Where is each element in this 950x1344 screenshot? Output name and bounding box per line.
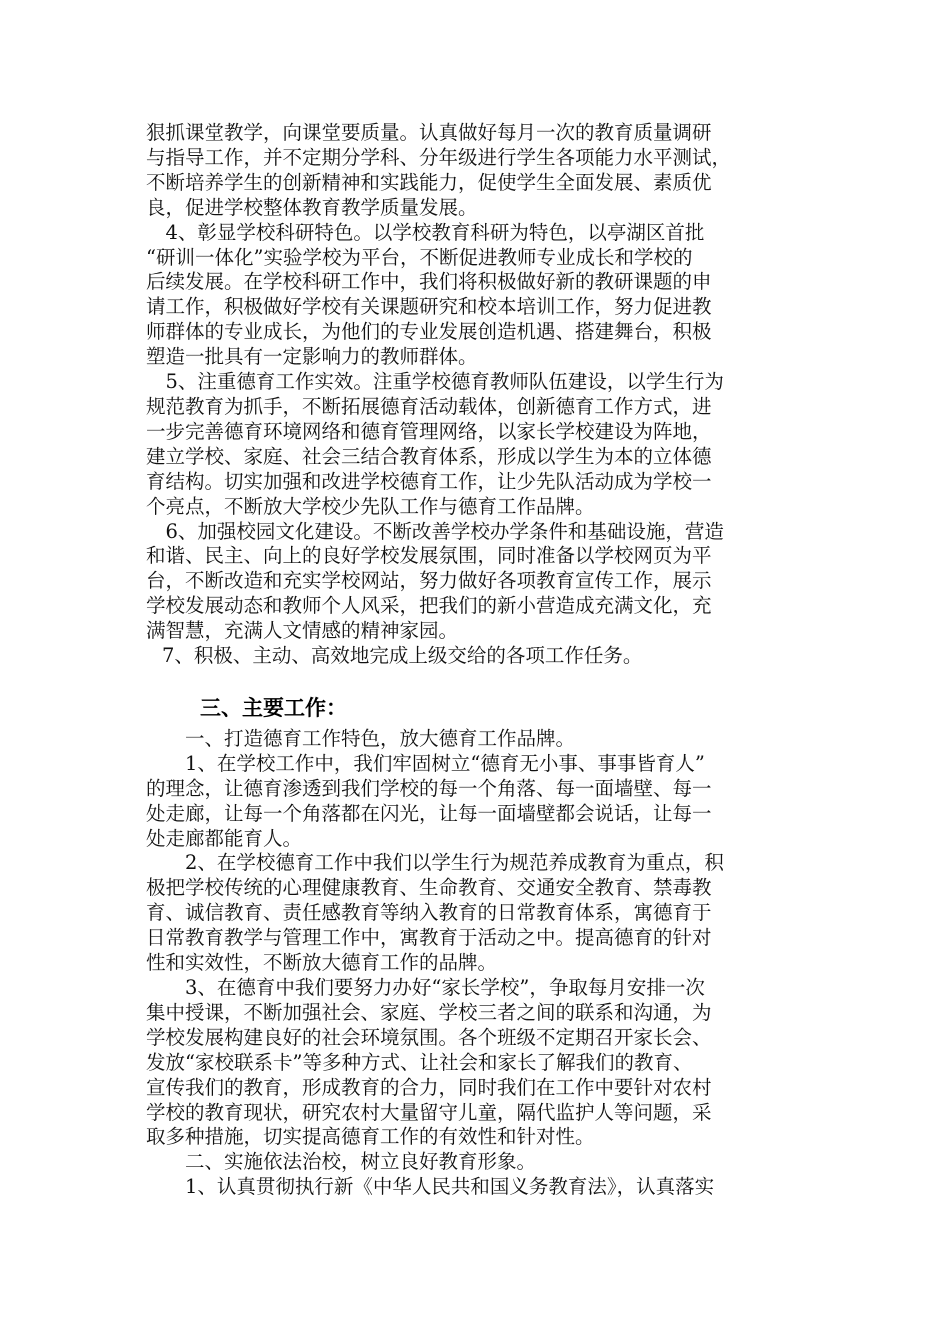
text-line: 6、加强校园文化建设。不断改善学校办学条件和基础设施，营造 — [146, 519, 724, 543]
text-line: 二、实施依法治校，树立良好教育形象。 — [146, 1150, 537, 1174]
text-line: 满智慧，充满人文情感的精神家园。 — [146, 619, 459, 643]
document-body — [146, 121, 811, 1200]
text-line: 狠抓课堂教学，向课堂要质量。认真做好每月一次的教育质量调研 — [146, 121, 712, 144]
text-line: 育、诚信教育、责任感教育等纳入教育的日常教育体系，寓德育于 — [146, 901, 712, 925]
text-line: 日常教育教学与管理工作中，寓教育于活动之中。提高德育的针对 — [146, 926, 712, 950]
text-line: 3、在德育中我们要努力办好“家长学校”，争取每月安排一次 — [146, 976, 705, 999]
text-line: 后续发展。在学校科研工作中，我们将积极做好新的教研课题的申 — [146, 270, 712, 294]
text-line: 5、注重德育工作实效。注重学校德育教师队伍建设，以学生行为 — [146, 370, 724, 394]
text-line: 塑造一批具有一定影响力的教师群体。 — [146, 345, 478, 369]
text-line: 良，促进学校整体教育教学质量发展。 — [146, 195, 478, 219]
part-1-item-3-paragraph — [146, 976, 811, 1150]
text-line: 育结构。切实加强和改进学校德育工作，让少先队活动成为学校一 — [146, 469, 712, 493]
item-4-paragraph — [146, 221, 811, 370]
text-line: 一步完善德育环境网络和德育管理网络，以家长学校建设为阵地， — [146, 419, 712, 443]
text-line: 请工作，积极做好学校有关课题研究和校本培训工作，努力促进教 — [146, 295, 712, 319]
item-7-paragraph: 7、积极、主动、高效地完成上级交给的各项工作任务。 — [162, 644, 643, 668]
text-line: 师群体的专业成长，为他们的专业发展创造机遇、搭建舞台，积极 — [146, 320, 712, 344]
text-line: 个亮点，不断放大学校少先队工作与德育工作品牌。 — [146, 494, 595, 518]
item-5-paragraph — [146, 370, 811, 519]
text-line: 取多种措施，切实提高德育工作的有效性和针对性。 — [146, 1125, 595, 1149]
text-line: 不断培养学生的创新精神和实践能力，促使学生全面发展、素质优 — [146, 170, 712, 194]
text-line: 发放“家校联系卡”等多种方式、让社会和家长了解我们的教育、 — [146, 1050, 693, 1074]
part-1-item-2-paragraph — [146, 851, 811, 976]
text-line: 与指导工作，并不定期分学科、分年级进行学生各项能力水平测试， — [146, 145, 732, 169]
text-line: 一、打造德育工作特色，放大德育工作品牌。 — [146, 726, 576, 750]
text-line: 学校发展动态和教师个人风采，把我们的新小营造成充满文化，充 — [146, 594, 712, 618]
continuation-paragraph — [146, 121, 811, 221]
part-1-item-1-paragraph — [146, 752, 811, 852]
text-line: 1、在学校工作中，我们牢固树立“德育无小事、事事皆育人” — [146, 751, 705, 775]
section-heading: 三、主要工作： — [200, 695, 347, 720]
text-line: 台，不断改造和充实学校网站，努力做好各项教育宣传工作，展示 — [146, 569, 712, 593]
text-line: 处走廊都能育人。 — [146, 826, 303, 850]
text-line: 处走廊，让每一个角落都在闪光，让每一面墙壁都会说话，让每一 — [146, 801, 712, 825]
text-line: 宣传我们的教育，形成教育的合力，同时我们在工作中要针对农村 — [146, 1075, 712, 1099]
part-2-item-1-paragraph — [146, 1175, 811, 1200]
part-2-title — [146, 1150, 811, 1175]
text-line: 规范教育为抓手，不断拓展德育活动载体，创新德育工作方式，进 — [146, 394, 712, 418]
text-line: 的理念，让德育渗透到我们学校的每一个角落、每一面墙壁、每一 — [146, 776, 712, 800]
text-line: 性和实效性，不断放大德育工作的品牌。 — [146, 951, 498, 975]
text-line: 1、认真贯彻执行新《中华人民共和国义务教育法》，认真落实 — [146, 1175, 715, 1199]
item-6-paragraph — [146, 520, 811, 645]
text-line: “研训一体化”实验学校为平台，不断促进教师专业成长和学校的 — [146, 245, 693, 269]
text-line: 学校的教育现状，研究农村大量留守儿童，隔代监护人等问题，采 — [146, 1100, 712, 1124]
text-line: 和谐、民主、向上的良好学校发展氛围，同时准备以学校网页为平 — [146, 544, 712, 568]
text-line: 学校发展构建良好的社会环境氛围。各个班级不定期召开家长会、 — [146, 1025, 712, 1049]
text-line: 建立学校、家庭、社会三结合教育体系，形成以学生为本的立体德 — [146, 444, 712, 468]
text-line: 4、彰显学校科研特色。以学校教育科研为特色，以亭湖区首批 — [146, 220, 705, 244]
text-line: 2、在学校德育工作中我们以学生行为规范养成教育为重点，积 — [146, 851, 724, 875]
text-line: 极把学校传统的心理健康教育、生命教育、交通安全教育、禁毒教 — [146, 876, 712, 900]
part-1-title — [146, 727, 811, 752]
text-line: 集中授课，不断加强社会、家庭、学校三者之间的联系和沟通，为 — [146, 1000, 712, 1024]
